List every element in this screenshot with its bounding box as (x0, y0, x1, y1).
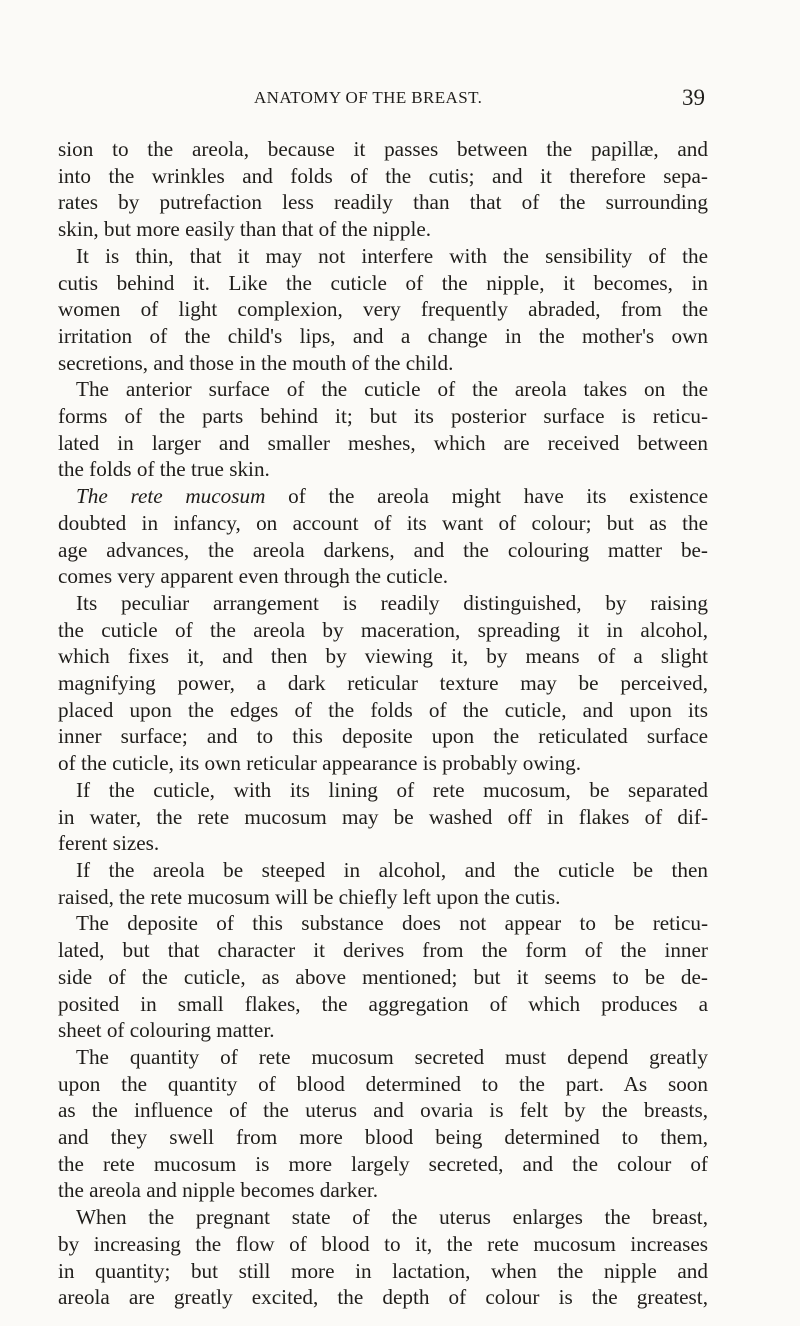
text-line (58, 991, 708, 1018)
line-text: which fixes it, and then by viewing it, by means of a slight (58, 644, 708, 669)
text-line (58, 830, 708, 857)
line-text: of the areola might have its existence (265, 484, 708, 509)
text-line (58, 1204, 708, 1231)
line-text: The anterior surface of the cuticle of the areola takes on the (76, 377, 708, 402)
text-line (58, 1284, 708, 1311)
line-text: placed upon the edges of the folds of the cuticle, and upon its (58, 697, 708, 722)
line-text: It is thin, that it may not interfere with the sensibility of the (76, 243, 708, 268)
text-line (58, 777, 708, 804)
text-line (58, 136, 708, 163)
line-text: women of light complexion, very frequently abraded, from the (58, 297, 708, 322)
line-text: If the areola be steeped in alcohol, and the cuticle be then (76, 857, 708, 882)
line-text: If the cuticle, with its lining of rete mucosum, be separated (76, 777, 708, 802)
line-text: of the cuticle, its own reticular appearance is probably owing. (58, 751, 582, 776)
line-text: the folds of the true skin. (58, 457, 270, 482)
line-text: the cuticle of the areola by maceration, spreading it in alcohol, (58, 617, 708, 642)
line-text: rates by putrefaction less readily than that of the surrounding (58, 190, 708, 215)
line-text: ferent sizes. (58, 831, 160, 856)
line-text: into the wrinkles and folds of the cutis; and it therefore sepa- (58, 163, 708, 188)
text-line (58, 910, 708, 937)
text-line (58, 1071, 708, 1098)
line-text: When the pregnant state of the uterus enlarges the breast, (76, 1205, 708, 1230)
line-text: comes very apparent even through the cuticle. (58, 564, 449, 589)
line-text: areola are greatly excited, the depth of colour is the greatest, (58, 1285, 708, 1310)
text-line (58, 804, 708, 831)
text-line (58, 1017, 708, 1044)
running-title: ANATOMY OF THE BREAST. (254, 88, 483, 107)
text-line (58, 1258, 708, 1285)
line-text: lated in larger and smaller meshes, which are received between (58, 430, 708, 455)
line-text: and they swell from more blood being determined to them, (58, 1125, 708, 1150)
line-text: magnifying power, a dark reticular texture may be perceived, (58, 671, 708, 696)
line-text: sion to the areola, because it passes between the papillæ, and (58, 137, 708, 161)
text-line (58, 189, 708, 216)
line-text: lated, but that character it derives from the form of the inner (58, 938, 708, 963)
line-text: The quantity of rete mucosum secreted must depend greatly (76, 1044, 708, 1069)
line-text: in water, the rete mucosum may be washed off in flakes of dif- (58, 804, 708, 829)
line-text: forms of the parts behind it; but its posterior surface is reticu- (58, 404, 708, 429)
page-header (254, 85, 705, 118)
text-line (58, 857, 708, 884)
line-text: The deposite of this substance does not appear to be reticu- (76, 911, 708, 936)
text-line (58, 1124, 708, 1151)
text-line (58, 937, 708, 964)
line-text: inner surface; and to this deposite upon the reticulated surface (58, 724, 708, 749)
line-text: Its peculiar arrangement is readily distinguished, by raising (76, 590, 708, 615)
text-line (58, 1231, 708, 1258)
text-line (58, 483, 708, 510)
line-text: the areola and nipple becomes darker. (58, 1178, 379, 1203)
line-text: sheet of colouring matter. (58, 1018, 275, 1043)
text-line (58, 243, 708, 270)
line-text: as the influence of the uterus and ovaria is felt by the breasts, (58, 1098, 708, 1123)
line-text: the rete mucosum is more largely secreted, and the colour of (58, 1151, 708, 1176)
line-text: age advances, the areola darkens, and the colouring matter be- (58, 537, 708, 562)
line-text: by increasing the flow of blood to it, the rete mucosum increases (58, 1231, 708, 1256)
text-line (58, 216, 708, 243)
text-line (58, 884, 708, 911)
line-text: posited in small flakes, the aggregation of which produces a (58, 991, 708, 1016)
line-text: skin, but more easily than that of the nipple. (58, 217, 432, 242)
text-line (58, 456, 708, 483)
text-line (58, 350, 708, 377)
text-line (58, 670, 708, 697)
text-line (58, 643, 708, 670)
line-text: irritation of the child's lips, and a change in the mother's own (58, 323, 708, 348)
text-line (58, 537, 708, 564)
body-text (58, 136, 708, 1311)
text-line (58, 617, 708, 644)
text-line (58, 964, 708, 991)
text-line (58, 1177, 708, 1204)
text-line (58, 430, 708, 457)
page-number: 39 (682, 85, 705, 110)
line-text: doubted in infancy, on account of its want of colour; but as the (58, 510, 708, 535)
line-text: in quantity; but still more in lactation, when the nipple and (58, 1258, 708, 1283)
text-line (58, 1097, 708, 1124)
text-line (58, 590, 708, 617)
text-line (58, 1151, 708, 1178)
line-text: upon the quantity of blood determined to the part. As soon (58, 1071, 708, 1096)
text-line (58, 1044, 708, 1071)
line-text: side of the cuticle, as above mentioned; but it seems to be de- (58, 964, 708, 989)
line-text: secretions, and those in the mouth of the child. (58, 350, 454, 375)
text-line (58, 697, 708, 724)
text-line (58, 750, 708, 777)
italic-term: The rete mucosum (76, 484, 266, 509)
line-text: raised, the rete mucosum will be chiefly left upon the cutis. (58, 884, 561, 909)
text-line (58, 163, 708, 190)
text-line (58, 563, 708, 590)
text-line (58, 376, 708, 403)
text-line (58, 510, 708, 537)
text-line (58, 270, 708, 297)
text-line (58, 403, 708, 430)
text-line (58, 323, 708, 350)
text-line (58, 296, 708, 323)
text-line (58, 723, 708, 750)
line-text: cutis behind it. Like the cuticle of the nipple, it becomes, in (58, 270, 708, 295)
